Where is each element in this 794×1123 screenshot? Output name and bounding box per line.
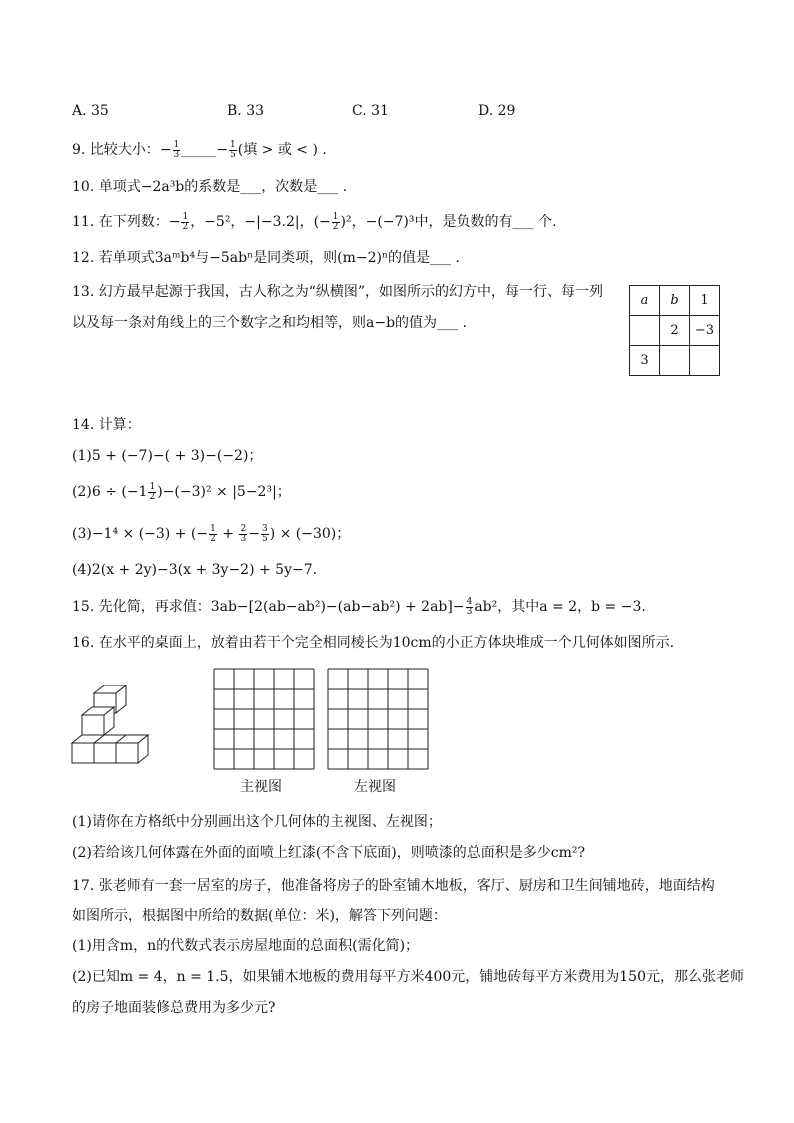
fraction: $\frac{1}{3}$ — [173, 139, 180, 160]
question-17-part2a: (2)已知m = 4，n = 1.5，如果铺木地板的费用每平方米400元，铺地砖每平方米费用为150元，那么张老师 — [72, 969, 744, 985]
left-view-grid — [327, 668, 429, 772]
question-16: 16. 在水平的桌面上，放着由若干个完全相同棱长为10cm的小正方体块堆成一个几何体如图所示. — [72, 635, 675, 651]
magic-cell: −3 — [690, 316, 720, 346]
magic-cell — [630, 316, 660, 346]
option-b: B. 33 — [227, 103, 265, 119]
fraction: $\frac{1}{5}$ — [230, 139, 236, 160]
magic-cell: 1 — [690, 286, 720, 316]
question-14-part4: (4)2(x + 2y)−3(x + 3y−2) + 5y−7. — [72, 562, 318, 578]
question-12: 12. 若单项式3aᵐb⁴与−5abⁿ是同类项，则(m−2)ⁿ的值是___ . — [72, 250, 460, 266]
magic-cell: a — [630, 286, 660, 316]
option-c: C. 31 — [352, 103, 389, 119]
front-view-grid — [213, 668, 315, 772]
question-14-title: 14. 计算： — [72, 417, 141, 433]
front-view-label: 主视图 — [240, 779, 282, 795]
question-13-line1: 13. 幻方最早起源于我国，古人称之为“纵横图”，如图所示的幻方中，每一行、每一列 — [72, 284, 604, 300]
magic-cell: 3 — [630, 346, 660, 376]
left-view-label: 左视图 — [354, 779, 396, 795]
option-a: A. 35 — [72, 103, 109, 119]
question-17-part2b: 的房子地面装修总费用为多少元? — [72, 1000, 276, 1016]
question-17-part1: (1)用含m，n的代数式表示房屋地面的总面积(需化简)； — [72, 938, 420, 954]
question-15: 15. 先化简，再求值：3ab−[2(ab−ab²)−(ab−ab²) + 2ab]− $\frac{4}{3}$ ab²，其中a = 2，b = −3. — [72, 596, 646, 617]
question-11: 11. 在下列数：− $\frac{1}{2}$ ，−5²，−|−3.2|，(− $\frac{1}{2}$ )²，−(−7)³中，是负数的有___ 个. — [72, 211, 557, 232]
magic-cell: b — [660, 286, 690, 316]
question-14-part1: (1)5 + (−7)−( + 3)−(−2)； — [72, 448, 263, 464]
question-10: 10. 单项式−2a³b的系数是___，次数是___ . — [72, 179, 348, 195]
question-17-line1: 17. 张老师有一套一居室的房子，他准备将房子的卧室铺木地板，客厅、厨房和卫生间铺地砖，地面结构 — [72, 878, 715, 894]
cube-stack-figure — [70, 685, 170, 775]
question-16-part2: (2)若给该几何体露在外面的面喷上红漆(不含下底面)，则喷漆的总面积是多少cm²? — [72, 845, 585, 861]
question-14-part3: (3)−1⁴ × (−3) + (− $\frac{1}{2}$ + $\frac{2}{3}$ − $\frac{3}{5}$ ) × (−30)； — [72, 523, 351, 544]
magic-cell — [660, 346, 690, 376]
question-9: 9. 比较大小：− $\frac{1}{3}$ _____− $\frac{1}{5}$ (填 > 或 < ) . — [72, 139, 327, 160]
option-d: D. 29 — [478, 103, 516, 119]
question-14-part2: (2)6 ÷ (−1 $\frac{1}{2}$ )−(−3)² × |5−2³|； — [72, 481, 291, 502]
magic-cell — [690, 346, 720, 376]
question-16-part1: (1)请你在方格纸中分别画出这个几何体的主视图、左视图； — [72, 814, 442, 830]
question-17-line2: 如图所示，根据图中所给的数据(单位：米)，解答下列问题： — [72, 908, 447, 924]
magic-square — [629, 285, 720, 376]
question-13-line2: 以及每一条对角线上的三个数字之和均相等，则a−b的值为___ . — [72, 315, 467, 331]
magic-cell: 2 — [660, 316, 690, 346]
